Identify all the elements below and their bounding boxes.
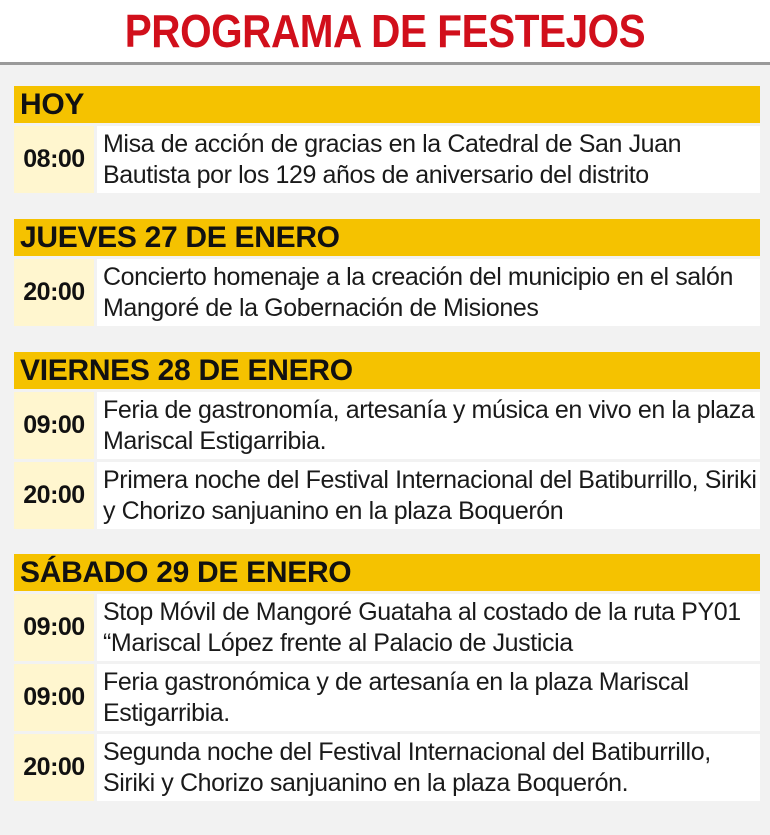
event-row <box>14 462 760 529</box>
event-row <box>14 734 760 801</box>
event-description <box>97 664 760 731</box>
event-description-line: Feria de gastronomía, artesanía y música en vivo en la plaza <box>103 396 755 424</box>
day-header: SÁBADO 29 DE ENERO <box>14 554 760 591</box>
day-section-sabado <box>14 554 760 801</box>
event-description <box>97 259 760 326</box>
day-header: JUEVES 27 DE ENERO <box>14 219 760 256</box>
event-time: 20:00 <box>14 734 94 801</box>
event-description-line: Feria gastronómica y de artesanía en la plaza Mariscal <box>103 668 689 696</box>
event-row <box>14 594 760 661</box>
event-description-line: “Mariscal López frente al Palacio de Justicia <box>103 629 573 657</box>
page-title: PROGRAMA DE FESTEJOS <box>124 5 646 57</box>
event-description <box>97 126 760 193</box>
event-time: 09:00 <box>14 664 94 731</box>
event-description-line: Siriki y Chorizo sanjuanino en la plaza Boquerón. <box>103 769 629 797</box>
event-description <box>97 462 760 529</box>
event-description-line: Mariscal Estigarribia. <box>103 427 327 455</box>
event-description-line: Concierto homenaje a la creación del municipio en el salón <box>103 263 733 291</box>
event-description-line: Bautista por los 129 años de aniversario del distrito <box>103 161 649 189</box>
event-time: 09:00 <box>14 392 94 459</box>
event-description-line: Primera noche del Festival Internacional del Batiburrillo, Siriki <box>103 466 757 494</box>
event-time: 08:00 <box>14 126 94 193</box>
day-section-hoy <box>14 86 760 193</box>
event-time: 09:00 <box>14 594 94 661</box>
day-section-jueves <box>14 219 760 326</box>
event-description-line: Misa de acción de gracias en la Catedral de San Juan <box>103 130 682 158</box>
schedule-panel <box>0 65 770 835</box>
event-description <box>97 594 760 661</box>
event-time: 20:00 <box>14 259 94 326</box>
event-description <box>97 734 760 801</box>
event-description-line: Segunda noche del Festival Internacional del Batiburrillo, <box>103 738 711 766</box>
day-header: VIERNES 28 DE ENERO <box>14 352 760 389</box>
event-row <box>14 392 760 459</box>
event-row <box>14 259 760 326</box>
day-header: HOY <box>14 86 760 123</box>
event-time: 20:00 <box>14 462 94 529</box>
event-description <box>97 392 760 459</box>
event-description-line: y Chorizo sanjuanino en la plaza Boquerón <box>103 497 564 525</box>
event-row <box>14 664 760 731</box>
event-description-line: Estigarribia. <box>103 699 230 727</box>
event-row <box>14 126 760 193</box>
day-section-viernes <box>14 352 760 529</box>
event-description-line: Mangoré de la Gobernación de Misiones <box>103 294 539 322</box>
event-description-line: Stop Móvil de Mangoré Guataha al costado de la ruta PY01 <box>103 598 741 626</box>
